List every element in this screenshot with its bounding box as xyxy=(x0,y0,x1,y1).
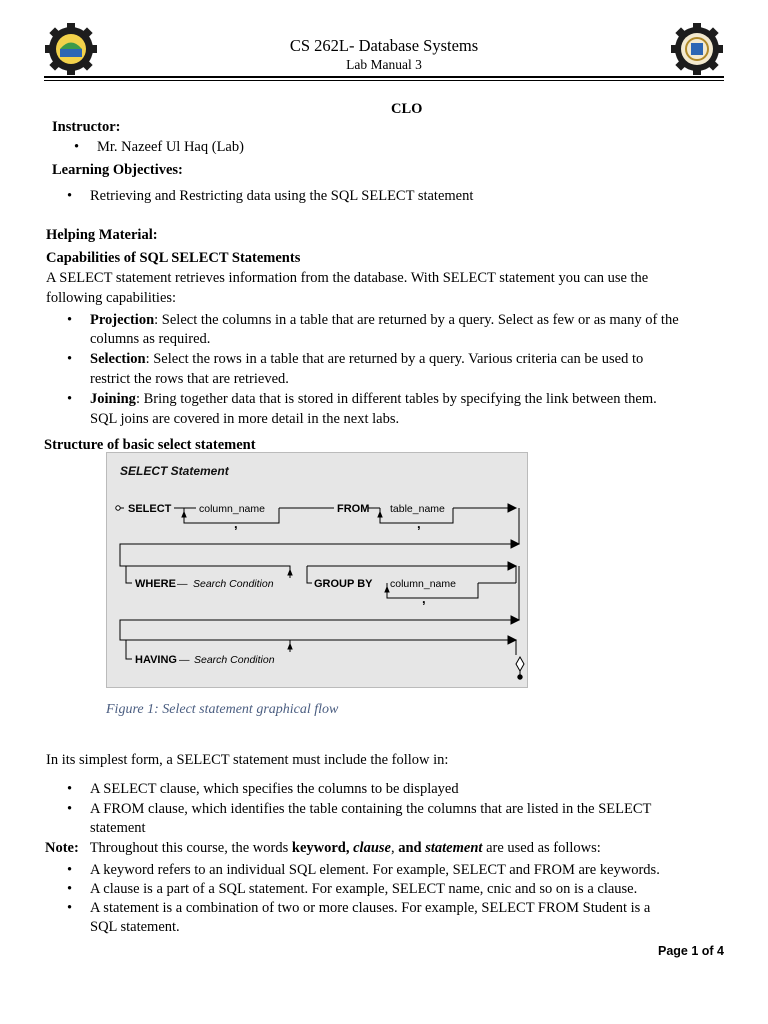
bullet: • xyxy=(74,139,80,155)
page-label: Page xyxy=(657,944,692,958)
diagram-title: SELECT Statement xyxy=(120,464,229,478)
note-comma: , xyxy=(390,840,399,856)
diagram-search-condition: Search Condition xyxy=(193,578,274,590)
capability-term: Joining xyxy=(90,391,136,407)
objective-text: Retrieving and Restricting data using the SQL SELECT statement xyxy=(90,188,474,204)
note-item-cont: SQL statement. xyxy=(90,919,180,935)
diagram-dash: — xyxy=(177,578,188,590)
page-number xyxy=(658,944,724,958)
header-rule-thin xyxy=(44,80,724,81)
diagram-dash: — xyxy=(179,654,190,666)
bullet: • xyxy=(67,781,73,797)
note-label: Note: xyxy=(45,840,79,856)
diagram-group-by-keyword: GROUP BY xyxy=(314,578,373,590)
diagram-comma: , xyxy=(422,591,426,606)
diagram-from-keyword: FROM xyxy=(337,503,370,515)
bullet: • xyxy=(67,881,73,897)
bullet: • xyxy=(67,862,73,878)
capability-term: Selection xyxy=(90,351,146,367)
helping-material-heading: Helping Material: xyxy=(46,227,158,243)
bullet: • xyxy=(67,312,73,328)
bullet: • xyxy=(67,391,73,407)
simplest-item-cont: statement xyxy=(90,820,146,836)
note-statement: statement xyxy=(425,840,483,856)
lab-manual-subtitle: Lab Manual 3 xyxy=(346,57,422,72)
capabilities-intro-line-2: following capabilities: xyxy=(46,290,177,306)
objectives-heading: Learning Objectives: xyxy=(52,162,183,178)
capabilities-heading: Capabilities of SQL SELECT Statements xyxy=(46,250,301,266)
capability-desc-cont: SQL joins are covered in more detail in the next labs. xyxy=(90,411,400,427)
note-item-text: A keyword refers to an individual SQL element. For example, SELECT and FROM are keywords. xyxy=(90,862,660,878)
header-rule xyxy=(44,76,724,78)
note-paragraph xyxy=(45,840,601,857)
capability-desc: : Select the rows in a table that are returned by a query. Various criteria can be used to xyxy=(145,351,644,367)
note-text: Throughout this course, the words xyxy=(89,840,292,856)
capability-term: Projection xyxy=(90,312,155,328)
bullet: • xyxy=(67,900,73,916)
structure-heading: Structure of basic select statement xyxy=(44,437,256,453)
diagram-column-name: column_name xyxy=(199,503,265,515)
diagram-column-name: column_name xyxy=(390,578,456,590)
capability-desc: : Select the columns in a table that are returned by a query. Select as few or as many of the xyxy=(154,312,679,328)
diagram-search-condition: Search Condition xyxy=(194,654,275,666)
note-and: and xyxy=(398,840,426,856)
diagram-table-name: table_name xyxy=(390,503,445,515)
diagram-background xyxy=(107,453,528,688)
clo-heading: CLO xyxy=(391,101,423,117)
bullet: • xyxy=(67,801,73,817)
capability-desc-cont: restrict the rows that are retrieved. xyxy=(90,371,289,387)
diagram-select-keyword: SELECT xyxy=(128,503,172,515)
diagram-comma: , xyxy=(417,516,421,531)
diagram-where-keyword: WHERE xyxy=(135,578,176,590)
diagram-having-keyword: HAVING xyxy=(135,654,177,666)
instructor-name: Mr. Nazeef Ul Haq (Lab) xyxy=(97,139,244,155)
note-item-text: A statement is a combination of two or more clauses. For example, SELECT FROM Student is a xyxy=(90,900,651,916)
page-current: 1 xyxy=(691,944,699,958)
select-syntax-diagram xyxy=(106,452,528,688)
page-total: 4 xyxy=(717,944,724,958)
note-keyword: keyword, xyxy=(291,840,354,856)
note-text-end: are used as follows: xyxy=(482,840,601,856)
capability-desc-cont: columns as required. xyxy=(90,331,211,347)
diagram-comma: , xyxy=(234,516,238,531)
bullet: • xyxy=(67,351,73,367)
figure-caption: Figure 1: Select statement graphical flow xyxy=(106,702,339,717)
capabilities-intro-line-1: A SELECT statement retrieves information from the database. With SELECT statement you can use the xyxy=(46,270,649,286)
bullet: • xyxy=(67,188,73,204)
diagram-start-marker xyxy=(116,506,120,510)
page-of-label: of xyxy=(698,944,718,958)
capability-desc: : Bring together data that is stored in different tables by specifying the link between them. xyxy=(135,391,657,407)
instructor-heading: Instructor: xyxy=(52,119,121,135)
simplest-form-intro: In its simplest form, a SELECT statement must include the follow in: xyxy=(46,752,449,768)
simplest-item-text: A SELECT clause, which specifies the columns to be displayed xyxy=(90,781,459,797)
diagram-end-marker xyxy=(518,675,522,679)
note-item-text: A clause is a part of a SQL statement. For example, SELECT name, cnic and so on is a clause. xyxy=(90,881,638,897)
course-title: CS 262L- Database Systems xyxy=(289,36,479,55)
note-clause: clause xyxy=(353,840,391,856)
simplest-item-text: A FROM clause, which identifies the table containing the columns that are listed in the SELECT xyxy=(90,801,652,817)
